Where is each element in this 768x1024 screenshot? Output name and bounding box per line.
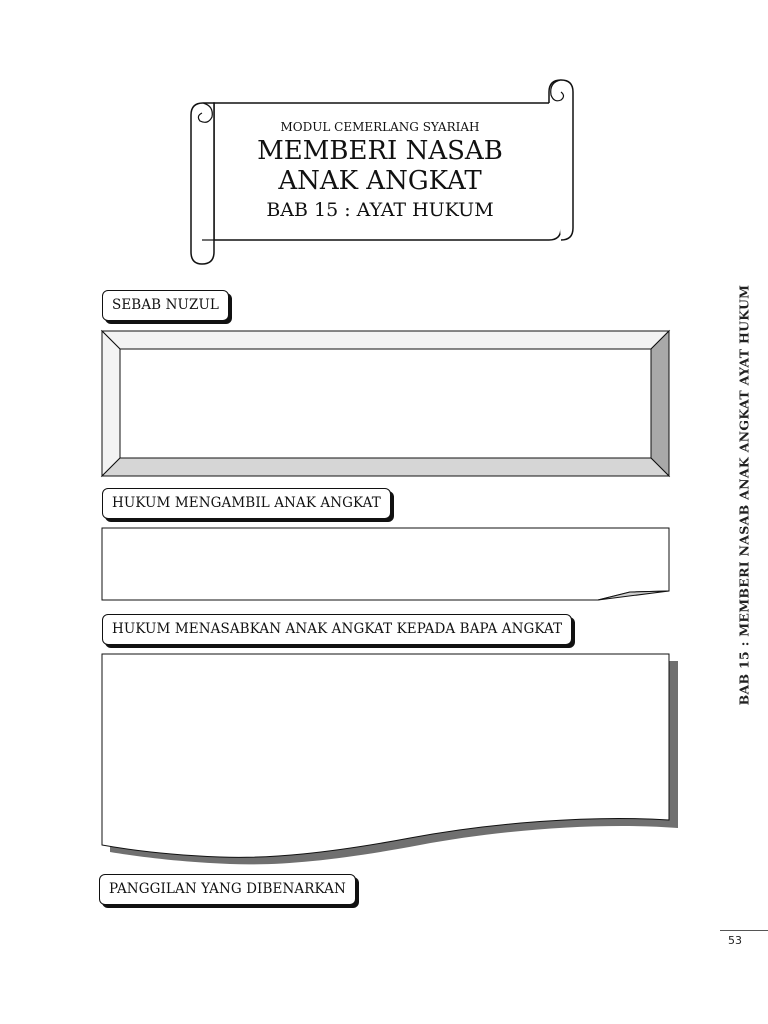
section-label-sebab-nuzul: SEBAB NUZUL (102, 290, 229, 321)
page-number: 53 (728, 934, 742, 947)
chapter-subtitle: BAB 15 : AYAT HUKUM (266, 199, 494, 221)
page-number-rule (720, 930, 768, 931)
page-title-line1: MEMBERI NASAB (257, 136, 503, 166)
page-title-line2: ANAK ANGKAT (278, 166, 482, 196)
side-chapter-title: BAB 15 : MEMBERI NASAB ANAK ANGKAT AYAT HUKUM (736, 284, 752, 706)
section-label-hukum-mengambil: HUKUM MENGAMBIL ANAK ANGKAT (102, 488, 391, 519)
section-label-hukum-menasabkan: HUKUM MENASABKAN ANAK ANGKAT KEPADA BAPA ANGKAT (102, 614, 572, 645)
section-label-panggilan: PANGGILAN YANG DIBENARKAN (99, 874, 356, 905)
module-name: MODUL CEMERLANG SYARIAH (280, 120, 480, 134)
